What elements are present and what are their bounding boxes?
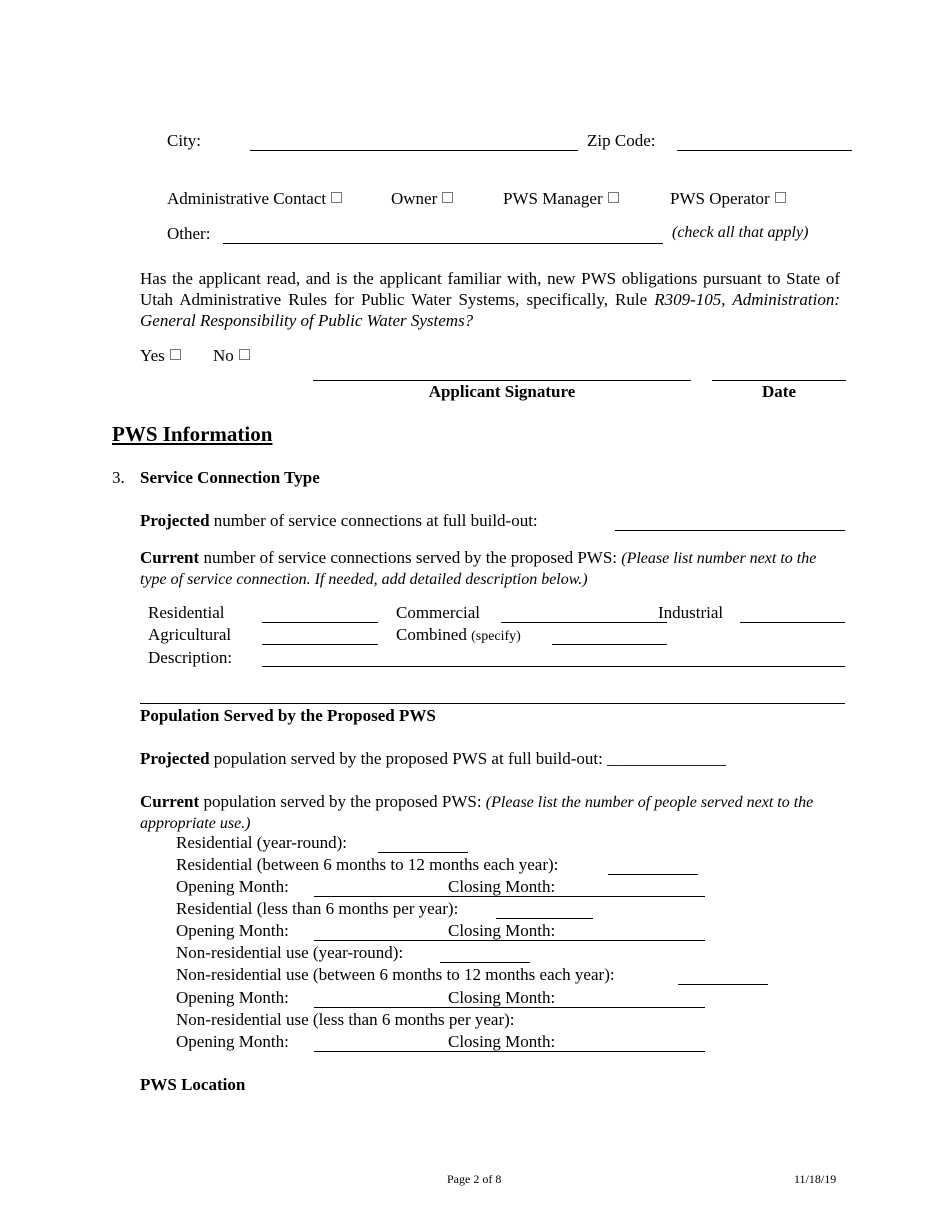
- closing-month-label: Closing Month:: [448, 877, 556, 896]
- commercial-label: Commercial: [396, 603, 481, 622]
- industrial-connections-field[interactable]: [740, 622, 845, 623]
- description-label: Description:: [148, 648, 233, 667]
- revision-date: 11/18/19: [794, 1172, 837, 1186]
- pws-location-heading: PWS Location: [140, 1075, 246, 1094]
- combined-label: [396, 625, 521, 645]
- other-field[interactable]: [223, 243, 663, 244]
- res-less-6-field[interactable]: [496, 918, 593, 919]
- nonres-year-round-label: Non-residential use (year-round):: [176, 943, 404, 962]
- nonres-less-6-label: Non-residential use (less than 6 months per year):: [176, 1010, 515, 1029]
- nonres-6-12-field[interactable]: [678, 984, 768, 985]
- nonres-year-round-field[interactable]: [440, 962, 530, 963]
- zip-field[interactable]: [677, 150, 852, 151]
- check-note: (check all that apply): [672, 224, 809, 241]
- city-field[interactable]: [250, 150, 578, 151]
- question-text: Has the applicant read, and is the applicant familiar with, new PWS obligations pursuant to State of Utah Administrative Rules for Public Water Systems, specifically, Rule: [140, 269, 840, 309]
- applicant-signature-label: Applicant Signature: [428, 382, 576, 401]
- res-year-round-label: Residential (year-round):: [176, 833, 348, 852]
- res-6-12-field[interactable]: [608, 874, 698, 875]
- residential-label: Residential: [148, 603, 225, 622]
- question-rule: R309-105, Administration: General Responsibility of Public Water Systems?: [140, 290, 840, 330]
- service-connection-type-heading: Service Connection Type: [140, 468, 320, 487]
- res-year-round-field[interactable]: [378, 852, 468, 853]
- combined-connections-field[interactable]: [552, 644, 667, 645]
- date-field[interactable]: [712, 380, 846, 381]
- owner-checkbox[interactable]: [442, 192, 453, 203]
- closing-month-label: Closing Month:: [448, 988, 556, 1007]
- role-label: Administrative Contact: [167, 189, 327, 208]
- nonres-6-12-label: Non-residential use (between 6 months to 12 months each year):: [176, 965, 615, 984]
- city-label: City:: [167, 131, 202, 150]
- projected-population-label: [140, 749, 726, 769]
- current-bold: Current: [140, 792, 200, 811]
- pws-operator-checkbox[interactable]: [775, 192, 786, 203]
- current-bold: Current: [140, 548, 200, 567]
- yes-label: Yes: [140, 346, 165, 365]
- projected-connections-field[interactable]: [615, 530, 845, 531]
- administrative-contact-checkbox[interactable]: [331, 192, 342, 203]
- industrial-label: Industrial: [658, 603, 724, 622]
- role-label: PWS Operator: [670, 189, 770, 208]
- res-less-6-label: Residential (less than 6 months per year):: [176, 899, 459, 918]
- projected-connections-label: [140, 511, 538, 531]
- opening-month-label: Opening Month:: [176, 988, 289, 1007]
- pws-manager-checkbox[interactable]: [608, 192, 619, 203]
- zip-label: Zip Code:: [587, 131, 656, 150]
- current-rest: number of service connections served by the proposed PWS:: [199, 548, 622, 567]
- no-checkbox[interactable]: [239, 349, 250, 360]
- role-owner: [391, 189, 453, 209]
- yes-option: [140, 346, 181, 366]
- description-field[interactable]: [262, 666, 845, 667]
- no-option: [213, 346, 250, 366]
- current-population-label: [140, 792, 845, 834]
- role-pws-manager: [503, 189, 619, 209]
- projected-bold: Projected: [140, 511, 210, 530]
- obligations-question: [140, 268, 840, 331]
- projected-bold: Projected: [140, 749, 210, 768]
- page-number: Page 2 of 8: [447, 1172, 502, 1186]
- current-note: (Please list the number of people served next to the appropriate use.): [140, 794, 814, 832]
- role-administrative-contact: [167, 189, 342, 209]
- role-pws-operator: [670, 189, 786, 209]
- no-label: No: [213, 346, 234, 365]
- closing-month-label: Closing Month:: [448, 921, 556, 940]
- role-label: Owner: [391, 189, 438, 208]
- projected-rest: number of service connections at full build-out:: [209, 511, 538, 530]
- current-connections-label: [140, 548, 845, 590]
- residential-connections-field[interactable]: [262, 622, 378, 623]
- current-note: (Please list number next to the type of service connection. If needed, add detailed description below.): [140, 550, 817, 588]
- current-rest: population served by the proposed PWS:: [199, 792, 486, 811]
- signature-field[interactable]: [313, 380, 691, 381]
- projected-rest: population served by the proposed PWS at full build-out: ______________: [209, 749, 727, 768]
- description-field-line-2[interactable]: [140, 703, 845, 704]
- agricultural-label: Agricultural: [148, 625, 232, 644]
- role-label: PWS Manager: [503, 189, 603, 208]
- specify-note: (specify): [471, 629, 521, 644]
- item-number: 3.: [112, 468, 125, 487]
- combined-text: Combined: [396, 625, 467, 644]
- opening-month-label: Opening Month:: [176, 1032, 289, 1051]
- date-label: Date: [762, 382, 796, 401]
- agricultural-connections-field[interactable]: [262, 644, 378, 645]
- res-6-12-label: Residential (between 6 months to 12 months each year):: [176, 855, 559, 874]
- closing-month-label: Closing Month:: [448, 1032, 556, 1051]
- yes-checkbox[interactable]: [170, 349, 181, 360]
- other-label: Other:: [167, 224, 211, 243]
- opening-month-label: Opening Month:: [176, 921, 289, 940]
- population-heading: Population Served by the Proposed PWS: [140, 706, 436, 725]
- opening-month-label: Opening Month:: [176, 877, 289, 896]
- commercial-connections-field[interactable]: [501, 622, 667, 623]
- pws-information-heading: PWS Information: [112, 422, 273, 446]
